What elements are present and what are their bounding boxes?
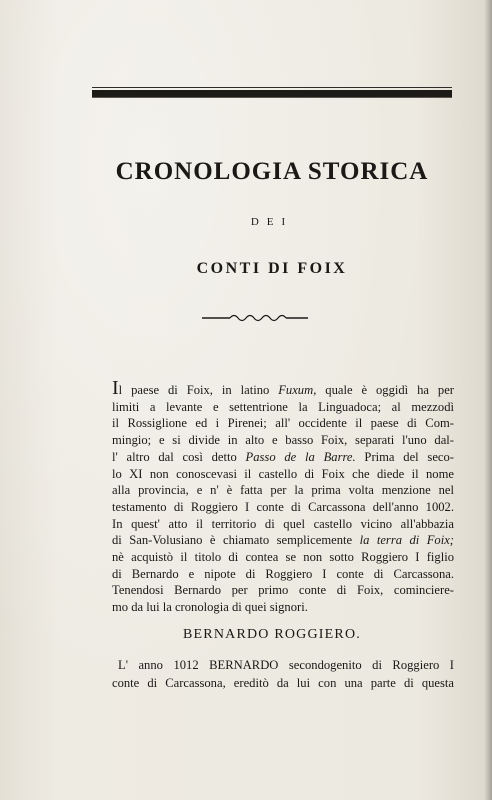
text-segment: di Bernardo e nipote di Roggiero I conte di Carcassona. [112, 566, 454, 581]
ornament-divider [200, 312, 310, 324]
text-line [112, 377, 454, 399]
text-line [112, 549, 454, 566]
text-segment: l' altro dal così detto [112, 449, 246, 464]
text-line [112, 466, 454, 483]
text-segment: Tenendosi Bernardo per primo conte di Foix, cominciere- [112, 583, 454, 598]
text-segment: di San-Volusiano è chiamato semplicemente [112, 533, 360, 548]
text-line [112, 599, 454, 616]
text-segment: nè acquistò il titolo di contea se non sotto Roggiero I figlio [112, 550, 454, 565]
text-segment: limiti a levante e settentrione la Linguadoca; al mezzodì [112, 399, 454, 414]
italic-text: Fuxum, [278, 383, 317, 397]
text-line [112, 516, 454, 533]
body-paragraph [112, 377, 455, 616]
text-segment: lo XI non conoscevasi il castello di Foix che diede il nome [112, 466, 454, 481]
text-line [112, 582, 454, 599]
section-heading: BERNARDO ROGGIERO. [183, 627, 361, 642]
text-line [112, 499, 454, 516]
text-line: L' anno 1012 BERNARDO secondogenito di Roggiero I [118, 658, 454, 672]
text-segment: alla provincia, e n' è fatta per la prima volta menzione nel [112, 483, 454, 498]
header-rule [92, 90, 452, 97]
text-segment: In quest' atto il territorio di quel castello vicino all'abbazia [112, 516, 454, 531]
page-edge-shadow [484, 0, 492, 800]
text-segment: mingio; e si divide in alto e basso Foix, separati l'uno dal- [112, 433, 454, 448]
page-title: CRONOLOGIA STORICA [115, 158, 429, 185]
text-line: conte di Carcassona, ereditò da lui con una parte di questa [112, 675, 454, 690]
text-segment: testamento di Roggiero I conte di Carcassona dell'anno 1002. [112, 499, 454, 514]
text-line [112, 415, 454, 432]
text-line [112, 566, 454, 583]
title-connector: DEI [250, 216, 294, 228]
text-segment: il Rossiglione ed i Pirenei; all' occidente il paese di Com- [112, 416, 454, 431]
text-line [112, 432, 454, 449]
text-line [112, 482, 454, 499]
text-line [112, 449, 454, 466]
text-segment: l paese di Foix, in latino [118, 383, 279, 397]
page-subtitle: CONTI DI FOIX [196, 260, 348, 277]
drop-cap: I [112, 377, 119, 399]
text-line [112, 532, 454, 549]
text-segment: mo da lui la cronologia di quei signori. [112, 600, 308, 615]
body-paragraph-2 [112, 657, 454, 692]
text-line [112, 399, 454, 416]
text-segment: Prima del seco- [355, 449, 455, 464]
text-segment: quale è oggidì ha per [316, 383, 454, 397]
italic-text: Passo de la Barre. [245, 449, 356, 464]
italic-text: la terra di Foix; [359, 533, 454, 548]
